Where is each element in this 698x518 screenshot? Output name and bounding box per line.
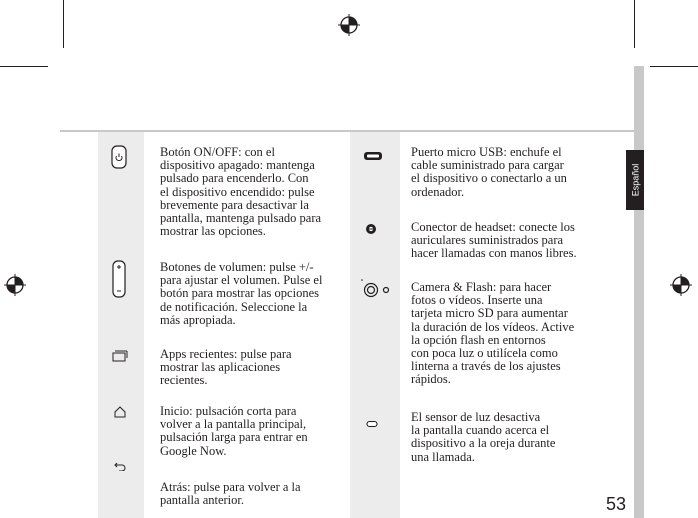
page-edge-bar	[634, 66, 644, 518]
registration-mark-icon	[338, 14, 360, 36]
home-icon	[113, 405, 127, 423]
registration-mark-icon	[670, 274, 692, 296]
micro-usb-port-icon	[363, 148, 383, 166]
light-sensor-description: El sensor de luz desactiva la pantalla cuando acerca el dispositivo a la oreja durante una llamada.	[411, 410, 556, 464]
headset-jack-icon	[365, 222, 377, 240]
volume-buttons-icon	[112, 260, 126, 303]
crop-mark	[650, 66, 698, 67]
volume-buttons-description: Botones de volumen: pulse +/- para ajustar el volumen. Pulse el botón para mostrar las opciones de notificación. Seleccione la más apropiada.	[160, 260, 323, 327]
home-description: Inicio: pulsación corta para volver a la pantalla principal, pulsación larga para entrar en Google Now.	[160, 404, 308, 458]
back-description: Atrás: pulse para volver a la pantalla anterior.	[160, 480, 301, 508]
power-button-description: Botón ON/OFF: con el dispositivo apagado: mantenga pulsado para encenderlo. Con el dispositivo encendido: pulse brevemente para desactivar la pantalla, mantenga pulsado para mostrar las opciones.	[160, 145, 322, 239]
back-icon	[114, 458, 126, 476]
crop-mark	[0, 66, 48, 67]
headset-jack-description: Conector de headset: conecte los auriculares suministrados para hacer llamadas con manos libres.	[411, 220, 577, 261]
camera-flash-description: Camera & Flash: para hacer fotos o vídeos. Inserte una tarjeta micro SD para aumentar la duración de los vídeos. Active la opción flash en entornos con poca luz o utilícela como linterna a través de los ajustes rápidos.	[411, 280, 575, 387]
language-tab: Español	[626, 150, 644, 210]
crop-mark	[63, 0, 64, 48]
registration-mark-icon	[4, 274, 26, 296]
page-number: 53	[606, 494, 627, 514]
crop-mark	[634, 0, 635, 48]
light-sensor-icon	[366, 415, 378, 433]
recent-apps-icon	[112, 349, 128, 367]
right-icon-column	[350, 132, 400, 518]
power-button-icon	[111, 145, 127, 174]
camera-flash-icon	[360, 278, 396, 303]
micro-usb-description: Puerto micro USB: enchufe el cable suministrado para cargar el dispositivo o conectarlo a un ordenador.	[411, 145, 567, 199]
recent-apps-description: Apps recientes: pulse para mostrar las aplicaciones recientes.	[160, 347, 292, 388]
